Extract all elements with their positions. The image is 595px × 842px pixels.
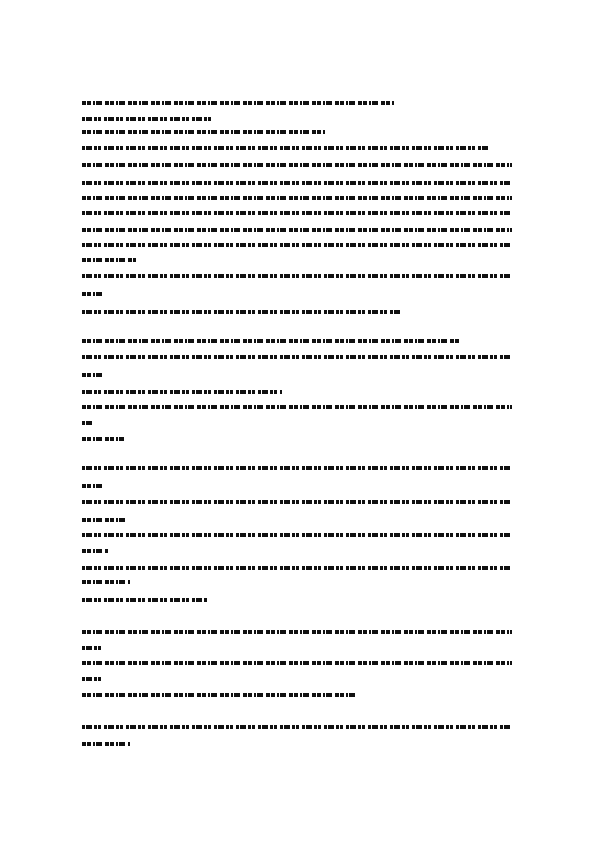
- text-line: [82, 310, 400, 314]
- text-line: [82, 405, 512, 409]
- text-line: [82, 566, 512, 570]
- text-line: [82, 466, 512, 470]
- text-line: [82, 355, 512, 359]
- text-line: [82, 292, 102, 296]
- text-line: [82, 101, 394, 105]
- text-line: [82, 243, 512, 247]
- text-line: [82, 742, 130, 746]
- text-line: [82, 274, 512, 278]
- text-line: [82, 421, 92, 425]
- text-line: [82, 130, 326, 134]
- text-line: [82, 580, 130, 584]
- text-line: [82, 693, 358, 697]
- text-line: [82, 181, 512, 185]
- text-line: [82, 228, 512, 232]
- text-line: [82, 117, 214, 121]
- text-line: [82, 518, 126, 522]
- text-line: [82, 500, 512, 504]
- text-line: [82, 549, 108, 553]
- text-line: [82, 677, 102, 681]
- text-line: [82, 646, 102, 650]
- text-line: [82, 437, 124, 441]
- text-line: [82, 661, 512, 665]
- text-line: [82, 146, 490, 150]
- text-line: [82, 598, 208, 602]
- text-line: [82, 630, 512, 634]
- text-line: [82, 725, 512, 729]
- text-line: [82, 211, 512, 215]
- text-line: [82, 373, 102, 377]
- text-line: [82, 258, 136, 262]
- text-line: [82, 339, 460, 343]
- text-line: [82, 533, 512, 537]
- text-line: [82, 163, 512, 167]
- text-line: [82, 196, 512, 200]
- text-line: [82, 390, 282, 394]
- text-line: [82, 484, 102, 488]
